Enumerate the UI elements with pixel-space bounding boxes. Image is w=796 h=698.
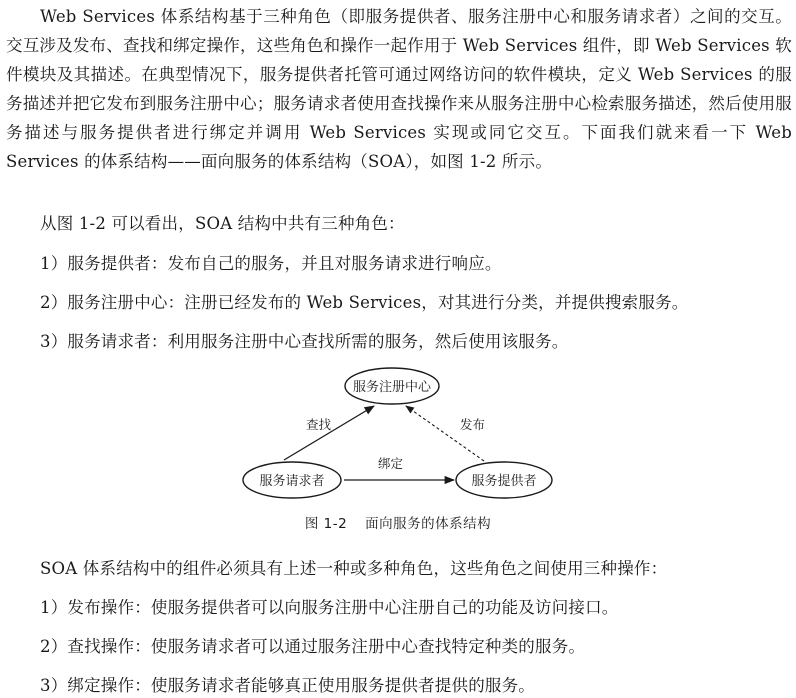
- role-item-provider: 1）服务提供者：发布自己的服务，并且对服务请求进行响应。: [40, 254, 502, 273]
- registry-node: [345, 368, 439, 404]
- provider-label: 服务提供者: [471, 474, 537, 489]
- operations-intro: SOA 体系结构中的组件必须具有上述一种或多种角色，这些角色之间使用三种操作：: [40, 559, 668, 578]
- provider-node: [456, 462, 552, 498]
- roles-intro: 从图 1-2 可以看出，SOA 结构中共有三种角色：: [40, 214, 405, 233]
- publish-edge: [406, 406, 484, 461]
- figure-number: 图 1-2: [304, 516, 348, 532]
- operation-item-publish: 1）发布操作：使服务提供者可以向服务注册中心注册自己的功能及访问接口。: [40, 598, 619, 617]
- requester-label: 服务请求者: [259, 474, 325, 489]
- role-item-registry: 2）服务注册中心：注册已经发布的 Web Services，对其进行分类，并提供搜索服务。: [40, 293, 689, 312]
- find-label: 查找: [306, 417, 332, 432]
- soa-diagram: [236, 364, 556, 514]
- figure-caption: [0, 514, 796, 534]
- figure-title: 面向服务的体系结构: [365, 516, 492, 532]
- bind-label: 绑定: [378, 456, 404, 471]
- role-item-requester: 3）服务请求者：利用服务注册中心查找所需的服务，然后使用该服务。: [40, 332, 569, 351]
- intro-paragraph: Web Services 体系结构基于三种角色（即服务提供者、服务注册中心和服务请求者）之间的交互。交互涉及发布、查找和绑定操作，这些角色和操作一起作用于 Web Services 组件，即 Web Services 软件模块及其描述。在典型情况下，服务提供者托管可通过网络访问的软件模块，定义 Web Services 的服务描述并把它发布到服务注册中心；服务请求者使用查找操作来从服务注册中心检索服务描述，然后使用服务描述与服务提供者进行绑定并调用 Web Services 实现或同它交互。下面我们就来看一下 Web Services 的体系结构——面向服务的体系结构（SOA），如图 1-2 所示。: [6, 7, 792, 171]
- operation-item-bind: 3）绑定操作：使服务请求者能够真正使用服务提供者提供的服务。: [40, 676, 535, 695]
- requester-node: [243, 462, 341, 498]
- find-edge: [284, 406, 374, 460]
- registry-label: 服务注册中心: [352, 380, 432, 395]
- operation-item-find: 2）查找操作：使服务请求者可以通过服务注册中心查找特定种类的服务。: [40, 637, 586, 656]
- publish-label: 发布: [460, 417, 486, 432]
